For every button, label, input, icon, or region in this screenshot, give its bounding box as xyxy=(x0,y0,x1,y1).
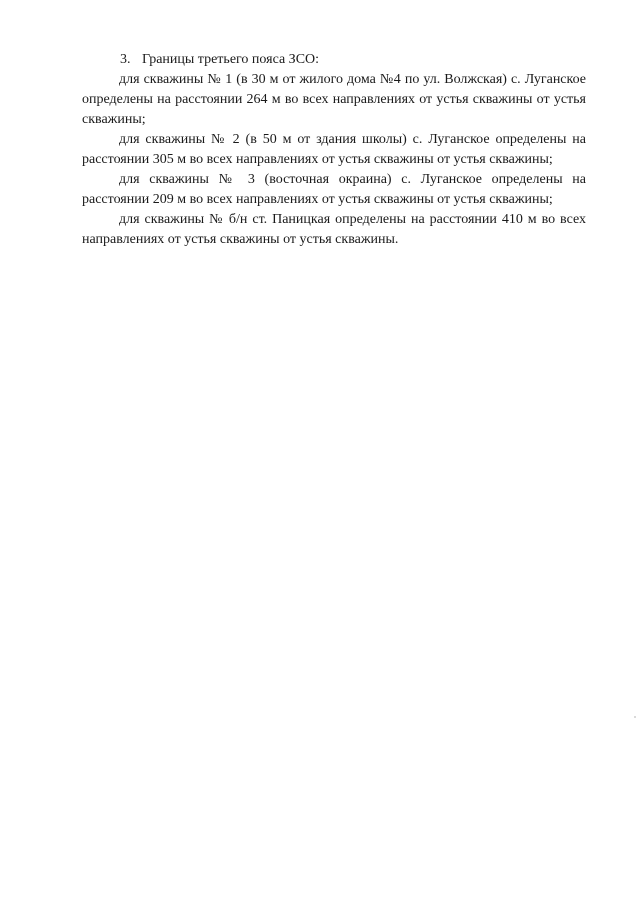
paragraph-well-3: для скважины № 3 (восточная окраина) с. Луганское определены на расстоянии 209 м во всех направлениях от устья скважины от устья скважины; xyxy=(82,172,586,207)
section-title: Границы третьего пояса ЗСО: xyxy=(142,52,320,67)
paragraph-well-bn: для скважины № б/н ст. Паницкая определены на расстоянии 410 м во всех направлениях от устья скважины от устья скважины. xyxy=(82,212,586,247)
scan-speck xyxy=(634,716,636,718)
paragraph-well-2: для скважины № 2 (в 50 м от здания школы) с. Луганское определены на расстоянии 305 м во всех направлениях от устья скважины от устья скважины; xyxy=(82,132,586,167)
section-heading xyxy=(82,50,586,70)
section-number: 3. xyxy=(120,52,131,67)
document-body xyxy=(82,50,586,250)
paragraph-well-1: для скважины № 1 (в 30 м от жилого дома №4 по ул. Волжская) с. Луганское определены на расстоянии 264 м во всех направлениях от устья скважины от устья скважины; xyxy=(82,72,586,127)
